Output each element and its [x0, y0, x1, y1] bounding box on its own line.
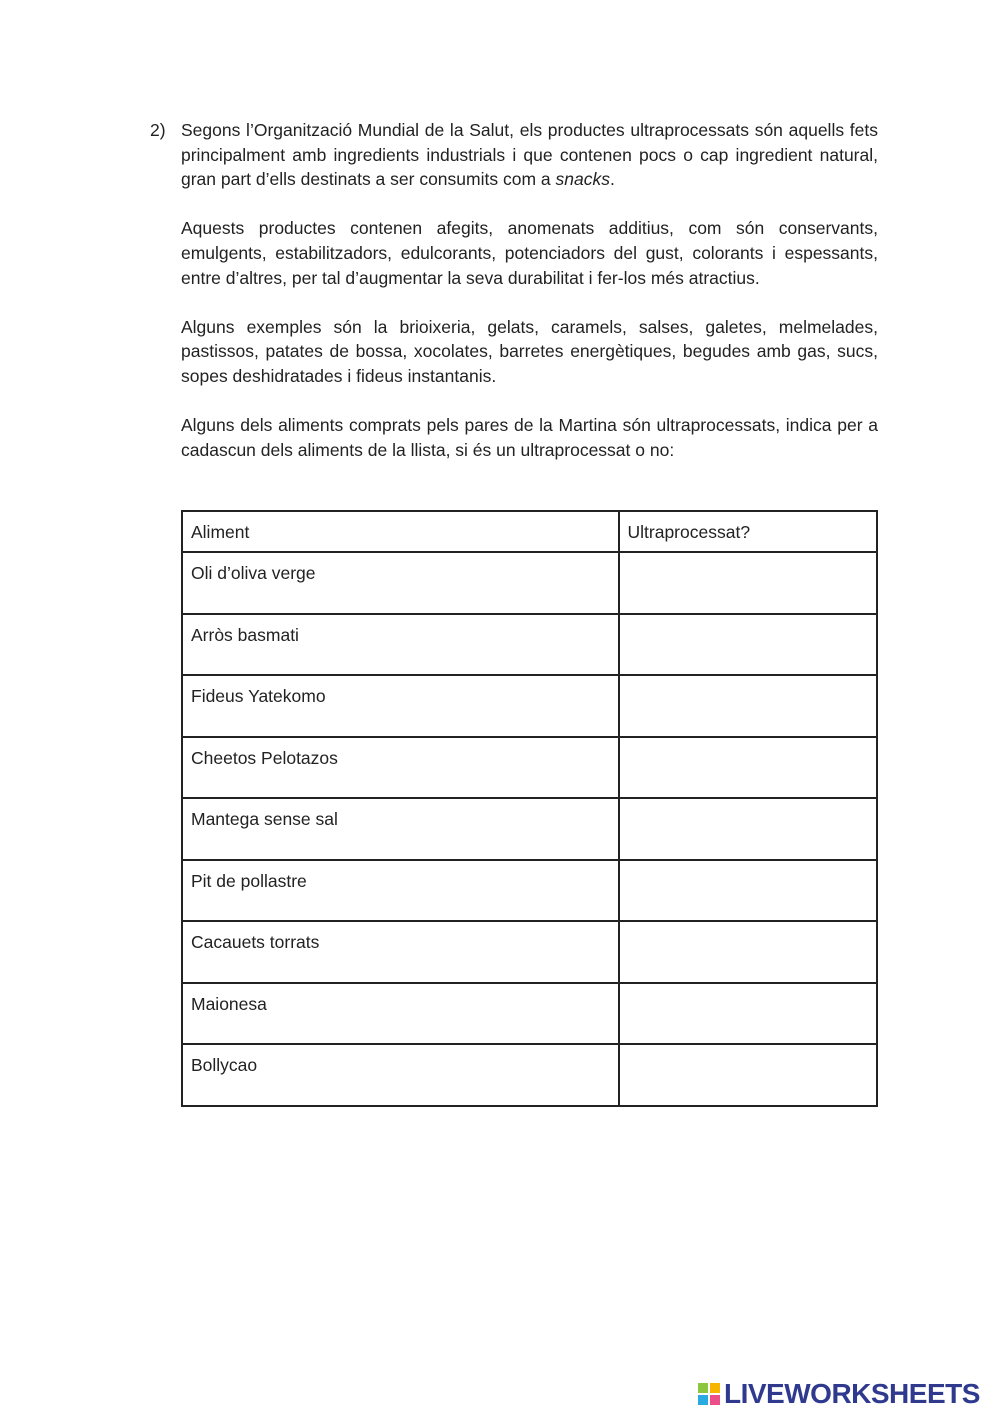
food-name: Cacauets torrats — [182, 921, 619, 983]
answer-cell — [619, 983, 878, 1045]
food-name: Fideus Yatekomo — [182, 675, 619, 737]
table-row — [182, 614, 877, 676]
food-name: Maionesa — [182, 983, 619, 1045]
answer-input[interactable] — [628, 994, 873, 1038]
answer-cell — [619, 798, 878, 860]
answer-cell — [619, 921, 878, 983]
header-ultraprocessat: Ultraprocessat? — [619, 511, 878, 552]
answer-cell — [619, 675, 878, 737]
paragraph-instruction: Alguns dels aliments comprats pels pares de la Martina són ultraprocessats, indica per a cadascun dels aliments de la llista, si és un ultraprocessat o no: — [181, 415, 878, 460]
food-name: Mantega sense sal — [182, 798, 619, 860]
question-2 — [150, 118, 878, 462]
answer-cell — [619, 614, 878, 676]
paragraph-additives: Aquests productes contenen afegits, anomenats additius, com són conservants, emulgents, estabilitzadors, edulcorants, potenciadors del gust, colorants i espessants, entre d’altres, per tal d’augmentar la seva durabilitat i fer-los més atractius. — [181, 218, 878, 288]
answer-input[interactable] — [628, 809, 873, 853]
answer-input[interactable] — [628, 1055, 873, 1099]
food-name: Pit de pollastre — [182, 860, 619, 922]
table-row — [182, 552, 877, 614]
paragraph-intro — [181, 118, 878, 192]
answer-input[interactable] — [628, 932, 873, 976]
answer-input[interactable] — [628, 625, 873, 669]
intro-text: Segons l’Organització Mundial de la Salut, els productes ultraprocessats són aquells fets principalment amb ingredients industrials i que contenen pocs o cap ingredient natural, gran part d’ells destinats a ser consumits com a — [181, 120, 878, 190]
food-name: Bollycao — [182, 1044, 619, 1106]
food-name: Arròs basmati — [182, 614, 619, 676]
answer-cell — [619, 737, 878, 799]
table-row — [182, 860, 877, 922]
header-aliment: Aliment — [182, 511, 619, 552]
food-name: Oli d’oliva verge — [182, 552, 619, 614]
intro-italic-term: snacks — [555, 169, 610, 190]
answer-input[interactable] — [628, 686, 873, 730]
food-name: Cheetos Pelotazos — [182, 737, 619, 799]
question-number: 2) — [150, 120, 166, 140]
answer-input[interactable] — [628, 748, 873, 792]
table-row — [182, 983, 877, 1045]
table-row — [182, 737, 877, 799]
table-row — [182, 798, 877, 860]
table-header-row — [182, 511, 877, 552]
liveworksheets-brand — [697, 1378, 980, 1410]
table-row — [182, 921, 877, 983]
answer-cell — [619, 860, 878, 922]
answer-input[interactable] — [628, 563, 873, 607]
liveworksheets-wordmark: LIVEWORKSHEETS — [724, 1378, 980, 1409]
answer-cell — [619, 1044, 878, 1106]
question-body — [181, 118, 878, 462]
table-row — [182, 675, 877, 737]
liveworksheets-logo-icon — [697, 1382, 721, 1406]
answer-cell — [619, 552, 878, 614]
paragraph-examples: Alguns exemples són la brioixeria, gelats, caramels, salses, galetes, melmelades, pastissos, patates de bossa, xocolates, barretes energètiques, begudes amb gas, sucs, sopes deshidratades i fideus instantanis. — [181, 316, 878, 386]
food-table — [181, 510, 878, 1107]
answer-input[interactable] — [628, 871, 873, 915]
table-row — [182, 1044, 877, 1106]
intro-end: . — [609, 169, 615, 190]
